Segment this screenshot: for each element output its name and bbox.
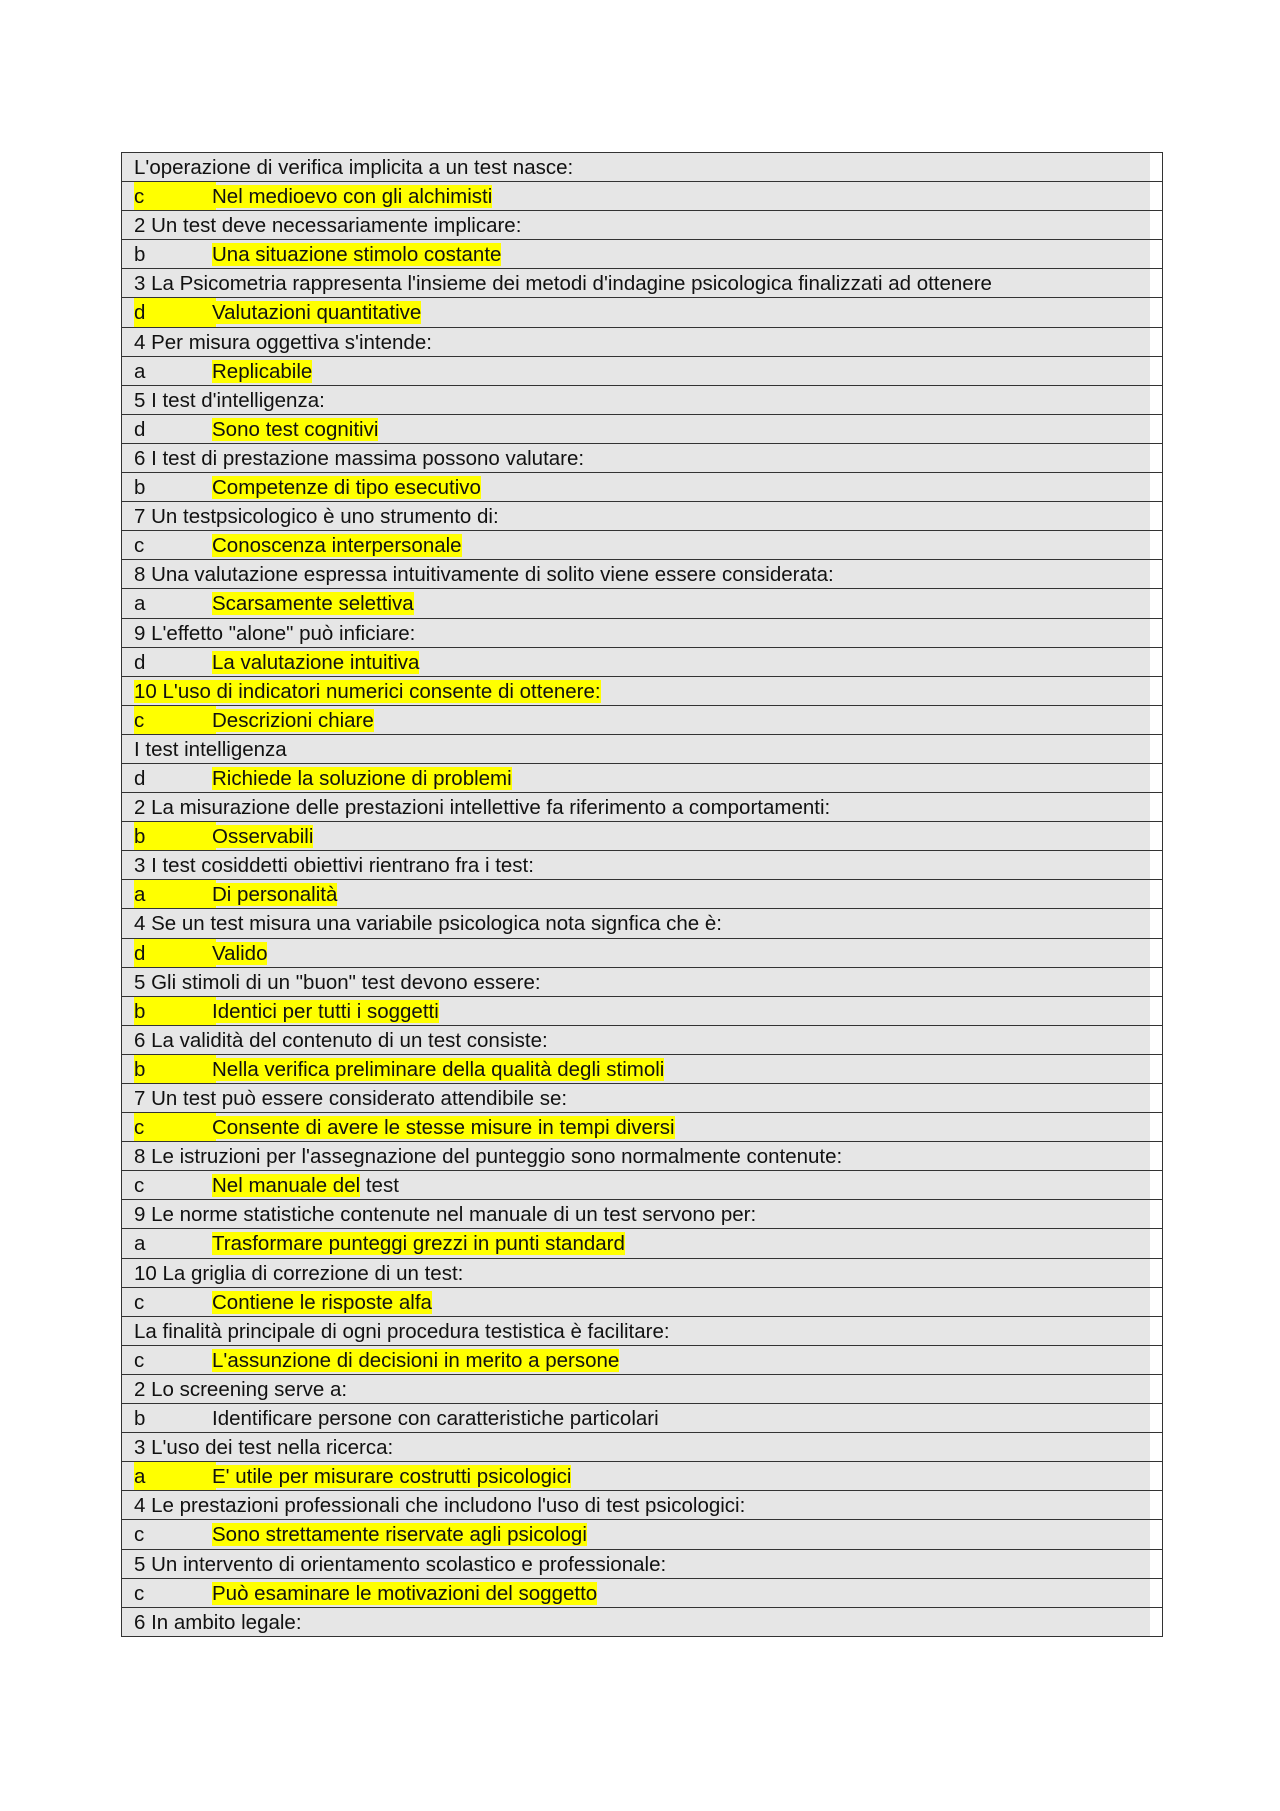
question-row[interactable] <box>122 1026 1162 1055</box>
sheet-right-margin <box>1150 1142 1162 1170</box>
sheet-right-margin <box>1150 619 1162 647</box>
question-row[interactable] <box>122 677 1162 706</box>
question-text-content: 2 La misurazione delle prestazioni intellettive fa riferimento a comportamenti: <box>134 796 831 820</box>
sheet-right-margin <box>1150 1608 1162 1636</box>
answer-row[interactable] <box>122 822 1162 851</box>
sheet-right-margin <box>1150 706 1162 734</box>
answer-row[interactable] <box>122 415 1162 444</box>
answer-text <box>212 1520 587 1549</box>
question-text-content: 3 L'uso dei test nella ricerca: <box>134 1436 394 1460</box>
question-row[interactable] <box>122 909 1162 938</box>
answer-text <box>212 1579 597 1608</box>
answer-text-content: La valutazione intuitiva <box>212 650 420 674</box>
sheet-right-margin <box>1150 1259 1162 1287</box>
question-row[interactable] <box>122 1550 1162 1579</box>
question-text <box>134 1026 548 1055</box>
answer-row[interactable] <box>122 531 1162 560</box>
answer-text <box>212 531 462 560</box>
question-text-content: 4 Per misura oggettiva s'intende: <box>134 330 432 354</box>
answer-text <box>212 415 378 444</box>
answer-letter: d <box>134 417 146 441</box>
question-text <box>134 1550 666 1579</box>
answer-letter: d <box>134 941 146 965</box>
answer-letter: a <box>134 1232 146 1256</box>
question-text <box>134 909 722 938</box>
answer-text-content: Identificare persone con caratteristiche particolari <box>212 1407 659 1431</box>
question-row[interactable] <box>122 1491 1162 1520</box>
sheet-right-margin <box>1150 1520 1162 1548</box>
question-text <box>134 968 541 997</box>
sheet-right-margin <box>1150 1317 1162 1345</box>
answer-text <box>212 880 337 909</box>
sheet-right-margin <box>1150 851 1162 879</box>
question-text-content: 2 Lo screening serve a: <box>134 1377 348 1401</box>
answer-text-content: Richiede la soluzione di problemi <box>212 766 512 790</box>
question-text <box>134 1608 302 1637</box>
answer-row[interactable] <box>122 997 1162 1026</box>
answer-text-content: Replicabile <box>212 359 313 383</box>
sheet-right-margin <box>1150 182 1162 210</box>
answer-row[interactable] <box>122 1462 1162 1491</box>
answer-text-content: Consente di avere le stesse misure in tempi diversi <box>212 1116 675 1140</box>
question-row[interactable] <box>122 269 1162 298</box>
answer-row[interactable] <box>122 1404 1162 1433</box>
question-text <box>134 851 534 880</box>
answer-row[interactable] <box>122 182 1162 211</box>
sheet-right-margin <box>1150 1346 1162 1374</box>
question-row[interactable] <box>122 851 1162 880</box>
sheet-right-margin <box>1150 1229 1162 1257</box>
answer-text-content: Trasformare punteggi grezzi in punti standard <box>212 1232 625 1256</box>
question-text <box>134 211 521 240</box>
answer-row[interactable] <box>122 473 1162 502</box>
question-text <box>134 444 584 473</box>
question-text <box>134 386 325 415</box>
question-text <box>134 677 601 706</box>
answer-letter: d <box>134 650 146 674</box>
answer-text <box>212 939 267 968</box>
sheet-right-margin <box>1150 1491 1162 1519</box>
question-row[interactable] <box>122 1608 1162 1637</box>
spreadsheet-sheet <box>121 152 1163 1637</box>
answer-tail: test <box>360 1174 399 1198</box>
answer-text-content: Osservabili <box>212 825 314 849</box>
sheet-right-margin <box>1150 764 1162 792</box>
sheet-right-margin <box>1150 1375 1162 1403</box>
sheet-right-margin <box>1150 1200 1162 1228</box>
sheet-right-margin <box>1150 939 1162 967</box>
sheet-right-margin <box>1150 793 1162 821</box>
sheet-right-margin <box>1150 909 1162 937</box>
answer-letter: a <box>134 592 146 616</box>
question-row[interactable] <box>122 1317 1162 1346</box>
sheet-right-margin <box>1150 153 1162 181</box>
answer-row[interactable] <box>122 939 1162 968</box>
question-text <box>134 1084 567 1113</box>
question-text-content: 3 La Psicometria rappresenta l'insieme dei metodi d'indagine psicologica finalizzati ad ottenere <box>134 272 992 296</box>
question-text-content: 6 La validità del contenuto di un test consiste: <box>134 1028 548 1052</box>
answer-text <box>212 240 501 269</box>
question-row[interactable] <box>122 153 1162 182</box>
answer-text-content: E' utile per misurare costrutti psicologici <box>212 1465 572 1489</box>
answer-letter: d <box>134 766 146 790</box>
sheet-right-margin <box>1150 1171 1162 1199</box>
answer-text <box>212 706 374 735</box>
answer-row[interactable] <box>122 1113 1162 1142</box>
answer-letter: d <box>134 301 146 325</box>
question-text-content: 5 Un intervento di orientamento scolastico e professionale: <box>134 1552 667 1576</box>
question-row[interactable] <box>122 1433 1162 1462</box>
sheet-right-margin <box>1150 298 1162 326</box>
answer-letter: c <box>134 1174 145 1198</box>
answer-letter: b <box>134 999 146 1023</box>
answer-letter: b <box>134 476 146 500</box>
answer-text-content: Valido <box>212 941 268 965</box>
question-text-content: 9 L'effetto "alone" può inficiare: <box>134 621 416 645</box>
sheet-right-margin <box>1150 1026 1162 1054</box>
question-row[interactable] <box>122 328 1162 357</box>
answer-text <box>212 764 512 793</box>
answer-text <box>212 1055 664 1084</box>
answer-row[interactable] <box>122 1288 1162 1317</box>
answer-letter: b <box>134 1407 146 1431</box>
answer-letter: c <box>134 185 145 209</box>
question-text <box>134 269 992 298</box>
sheet-right-margin <box>1150 1550 1162 1578</box>
answer-text <box>212 1229 625 1258</box>
answer-text-content: Di personalità <box>212 883 338 907</box>
answer-text <box>212 1113 675 1142</box>
question-text <box>134 1433 393 1462</box>
answer-letter: c <box>134 1116 145 1140</box>
answer-text <box>212 1462 571 1491</box>
question-row[interactable] <box>122 444 1162 473</box>
answer-row[interactable] <box>122 1171 1162 1200</box>
highlight-block <box>134 182 216 210</box>
answer-text-content: Sono strettamente riservate agli psicologi <box>212 1523 587 1547</box>
question-text-content: 5 Gli stimoli di un "buon" test devono essere: <box>134 970 541 994</box>
answer-row[interactable] <box>122 1229 1162 1258</box>
answer-text <box>212 1404 659 1433</box>
sheet-right-margin <box>1150 648 1162 676</box>
answer-letter: c <box>134 1348 145 1372</box>
question-text <box>134 1317 670 1346</box>
answer-text-content: Nel manuale del <box>212 1174 361 1198</box>
answer-text <box>212 357 312 386</box>
highlight-block <box>134 1113 216 1141</box>
question-text <box>134 619 415 648</box>
question-row[interactable] <box>122 1084 1162 1113</box>
answer-letter: a <box>134 1465 146 1489</box>
answer-text <box>212 182 492 211</box>
answer-letter: c <box>134 708 145 732</box>
answer-text <box>212 1171 399 1200</box>
sheet-right-margin <box>1150 1462 1162 1490</box>
question-row[interactable] <box>122 560 1162 589</box>
question-text <box>134 560 834 589</box>
sheet-right-margin <box>1150 968 1162 996</box>
answer-text-content: Identici per tutti i soggetti <box>212 999 439 1023</box>
answer-text-content: Nel medioevo con gli alchimisti <box>212 185 493 209</box>
answer-text <box>212 473 481 502</box>
sheet-right-margin <box>1150 880 1162 908</box>
answer-row[interactable] <box>122 298 1162 327</box>
sheet-right-margin <box>1150 473 1162 501</box>
answer-letter: b <box>134 243 146 267</box>
sheet-right-margin <box>1150 822 1162 850</box>
answer-letter: c <box>134 534 145 558</box>
sheet-right-margin <box>1150 1288 1162 1316</box>
answer-letter: b <box>134 1057 146 1081</box>
question-row[interactable] <box>122 1259 1162 1288</box>
question-text <box>134 153 573 182</box>
answer-row[interactable] <box>122 880 1162 909</box>
answer-text <box>212 1346 619 1375</box>
sheet-right-margin <box>1150 269 1162 297</box>
sheet-right-margin <box>1150 1404 1162 1432</box>
question-text-content: La finalità principale di ogni procedura testistica è facilitare: <box>134 1319 670 1343</box>
question-row[interactable] <box>122 1200 1162 1229</box>
sheet-right-margin <box>1150 211 1162 239</box>
sheet-right-margin <box>1150 415 1162 443</box>
sheet-right-margin <box>1150 677 1162 705</box>
question-text-content: 4 Se un test misura una variabile psicologica nota signfica che è: <box>134 912 723 936</box>
question-text <box>134 1491 745 1520</box>
question-text-content: 6 I test di prestazione massima possono valutare: <box>134 446 585 470</box>
sheet-right-margin <box>1150 502 1162 530</box>
question-text <box>134 502 499 531</box>
answer-letter: c <box>134 1523 145 1547</box>
question-row[interactable] <box>122 211 1162 240</box>
question-text-content: L'operazione di verifica implicita a un test nasce: <box>134 156 574 179</box>
sheet-right-margin <box>1150 386 1162 414</box>
question-row[interactable] <box>122 386 1162 415</box>
answer-row[interactable] <box>122 589 1162 618</box>
sheet-right-margin <box>1150 531 1162 559</box>
question-text <box>134 328 432 357</box>
question-row[interactable] <box>122 735 1162 764</box>
sheet-right-margin <box>1150 997 1162 1025</box>
question-text <box>134 1200 756 1229</box>
answer-text <box>212 648 419 677</box>
question-text-content: 6 In ambito legale: <box>134 1610 302 1634</box>
answer-text <box>212 997 439 1026</box>
sheet-right-margin <box>1150 240 1162 268</box>
answer-text-content: L'assunzione di decisioni in merito a persone <box>212 1348 620 1372</box>
answer-row[interactable] <box>122 1579 1162 1608</box>
answer-text-content: Contiene le risposte alfa <box>212 1290 432 1314</box>
question-text-content: 9 Le norme statistiche contenute nel manuale di un test servono per: <box>134 1203 757 1227</box>
answer-letter: a <box>134 883 146 907</box>
answer-row[interactable] <box>122 240 1162 269</box>
answer-row[interactable] <box>122 648 1162 677</box>
question-text-content: 4 Le prestazioni professionali che includono l'uso di test psicologici: <box>134 1494 746 1518</box>
question-text <box>134 1142 842 1171</box>
answer-text <box>212 1288 432 1317</box>
sheet-right-margin <box>1150 357 1162 385</box>
answer-text <box>212 589 414 618</box>
sheet-right-margin <box>1150 1113 1162 1141</box>
answer-letter: a <box>134 359 146 383</box>
answer-text-content: Nella verifica preliminare della qualità degli stimoli <box>212 1057 665 1081</box>
question-text-content: 10 L'uso di indicatori numerici consente di ottenere: <box>134 679 601 703</box>
answer-text-content: Una situazione stimolo costante <box>212 243 502 267</box>
question-row[interactable] <box>122 1375 1162 1404</box>
sheet-right-margin <box>1150 589 1162 617</box>
answer-row[interactable] <box>122 706 1162 735</box>
sheet-right-margin <box>1150 735 1162 763</box>
answer-letter: b <box>134 825 146 849</box>
answer-letter: c <box>134 1581 145 1605</box>
answer-text <box>212 298 421 327</box>
answer-text-content: Valutazioni quantitative <box>212 301 422 325</box>
answer-row[interactable] <box>122 1520 1162 1549</box>
answer-text-content: Descrizioni chiare <box>212 708 374 732</box>
sheet-right-margin <box>1150 1433 1162 1461</box>
answer-text-content: Sono test cognitivi <box>212 417 379 441</box>
question-text <box>134 793 830 822</box>
question-row[interactable] <box>122 619 1162 648</box>
sheet-right-margin <box>1150 1055 1162 1083</box>
question-row[interactable] <box>122 502 1162 531</box>
question-text-content: 10 La griglia di correzione di un test: <box>134 1261 464 1285</box>
question-text <box>134 1375 347 1404</box>
question-row[interactable] <box>122 793 1162 822</box>
question-text <box>134 1259 463 1288</box>
highlight-block <box>134 706 216 734</box>
question-text-content: 8 Una valutazione espressa intuitivamente di solito viene essere considerata: <box>134 563 834 587</box>
question-row[interactable] <box>122 968 1162 997</box>
sheet-right-margin <box>1150 1579 1162 1607</box>
question-text-content: 8 Le istruzioni per l'assegnazione del punteggio sono normalmente contenute: <box>134 1145 843 1169</box>
answer-row[interactable] <box>122 1055 1162 1084</box>
question-text-content: 5 I test d'intelligenza: <box>134 388 325 412</box>
answer-row[interactable] <box>122 764 1162 793</box>
question-text-content: 2 Un test deve necessariamente implicare: <box>134 214 522 238</box>
answer-row[interactable] <box>122 1346 1162 1375</box>
question-text-content: 7 Un test può essere considerato attendibile se: <box>134 1087 568 1110</box>
question-text-content: 7 Un testpsicologico è uno strumento di: <box>134 505 499 529</box>
sheet-right-margin <box>1150 328 1162 356</box>
answer-text-content: Competenze di tipo esecutivo <box>212 476 481 500</box>
sheet-right-margin <box>1150 560 1162 588</box>
question-text <box>134 735 287 764</box>
answer-row[interactable] <box>122 357 1162 386</box>
answer-letter: c <box>134 1290 145 1314</box>
sheet-right-margin <box>1150 1084 1162 1112</box>
sheet-right-margin <box>1150 444 1162 472</box>
question-row[interactable] <box>122 1142 1162 1171</box>
answer-text-content: Conoscenza interpersonale <box>212 534 462 558</box>
answer-text-content: Può esaminare le motivazioni del soggetto <box>212 1581 598 1605</box>
question-text-content: 3 I test cosiddetti obiettivi rientrano fra i test: <box>134 854 534 878</box>
answer-text <box>212 822 313 851</box>
answer-text-content: Scarsamente selettiva <box>212 592 414 616</box>
question-text-content: I test intelligenza <box>134 737 287 761</box>
